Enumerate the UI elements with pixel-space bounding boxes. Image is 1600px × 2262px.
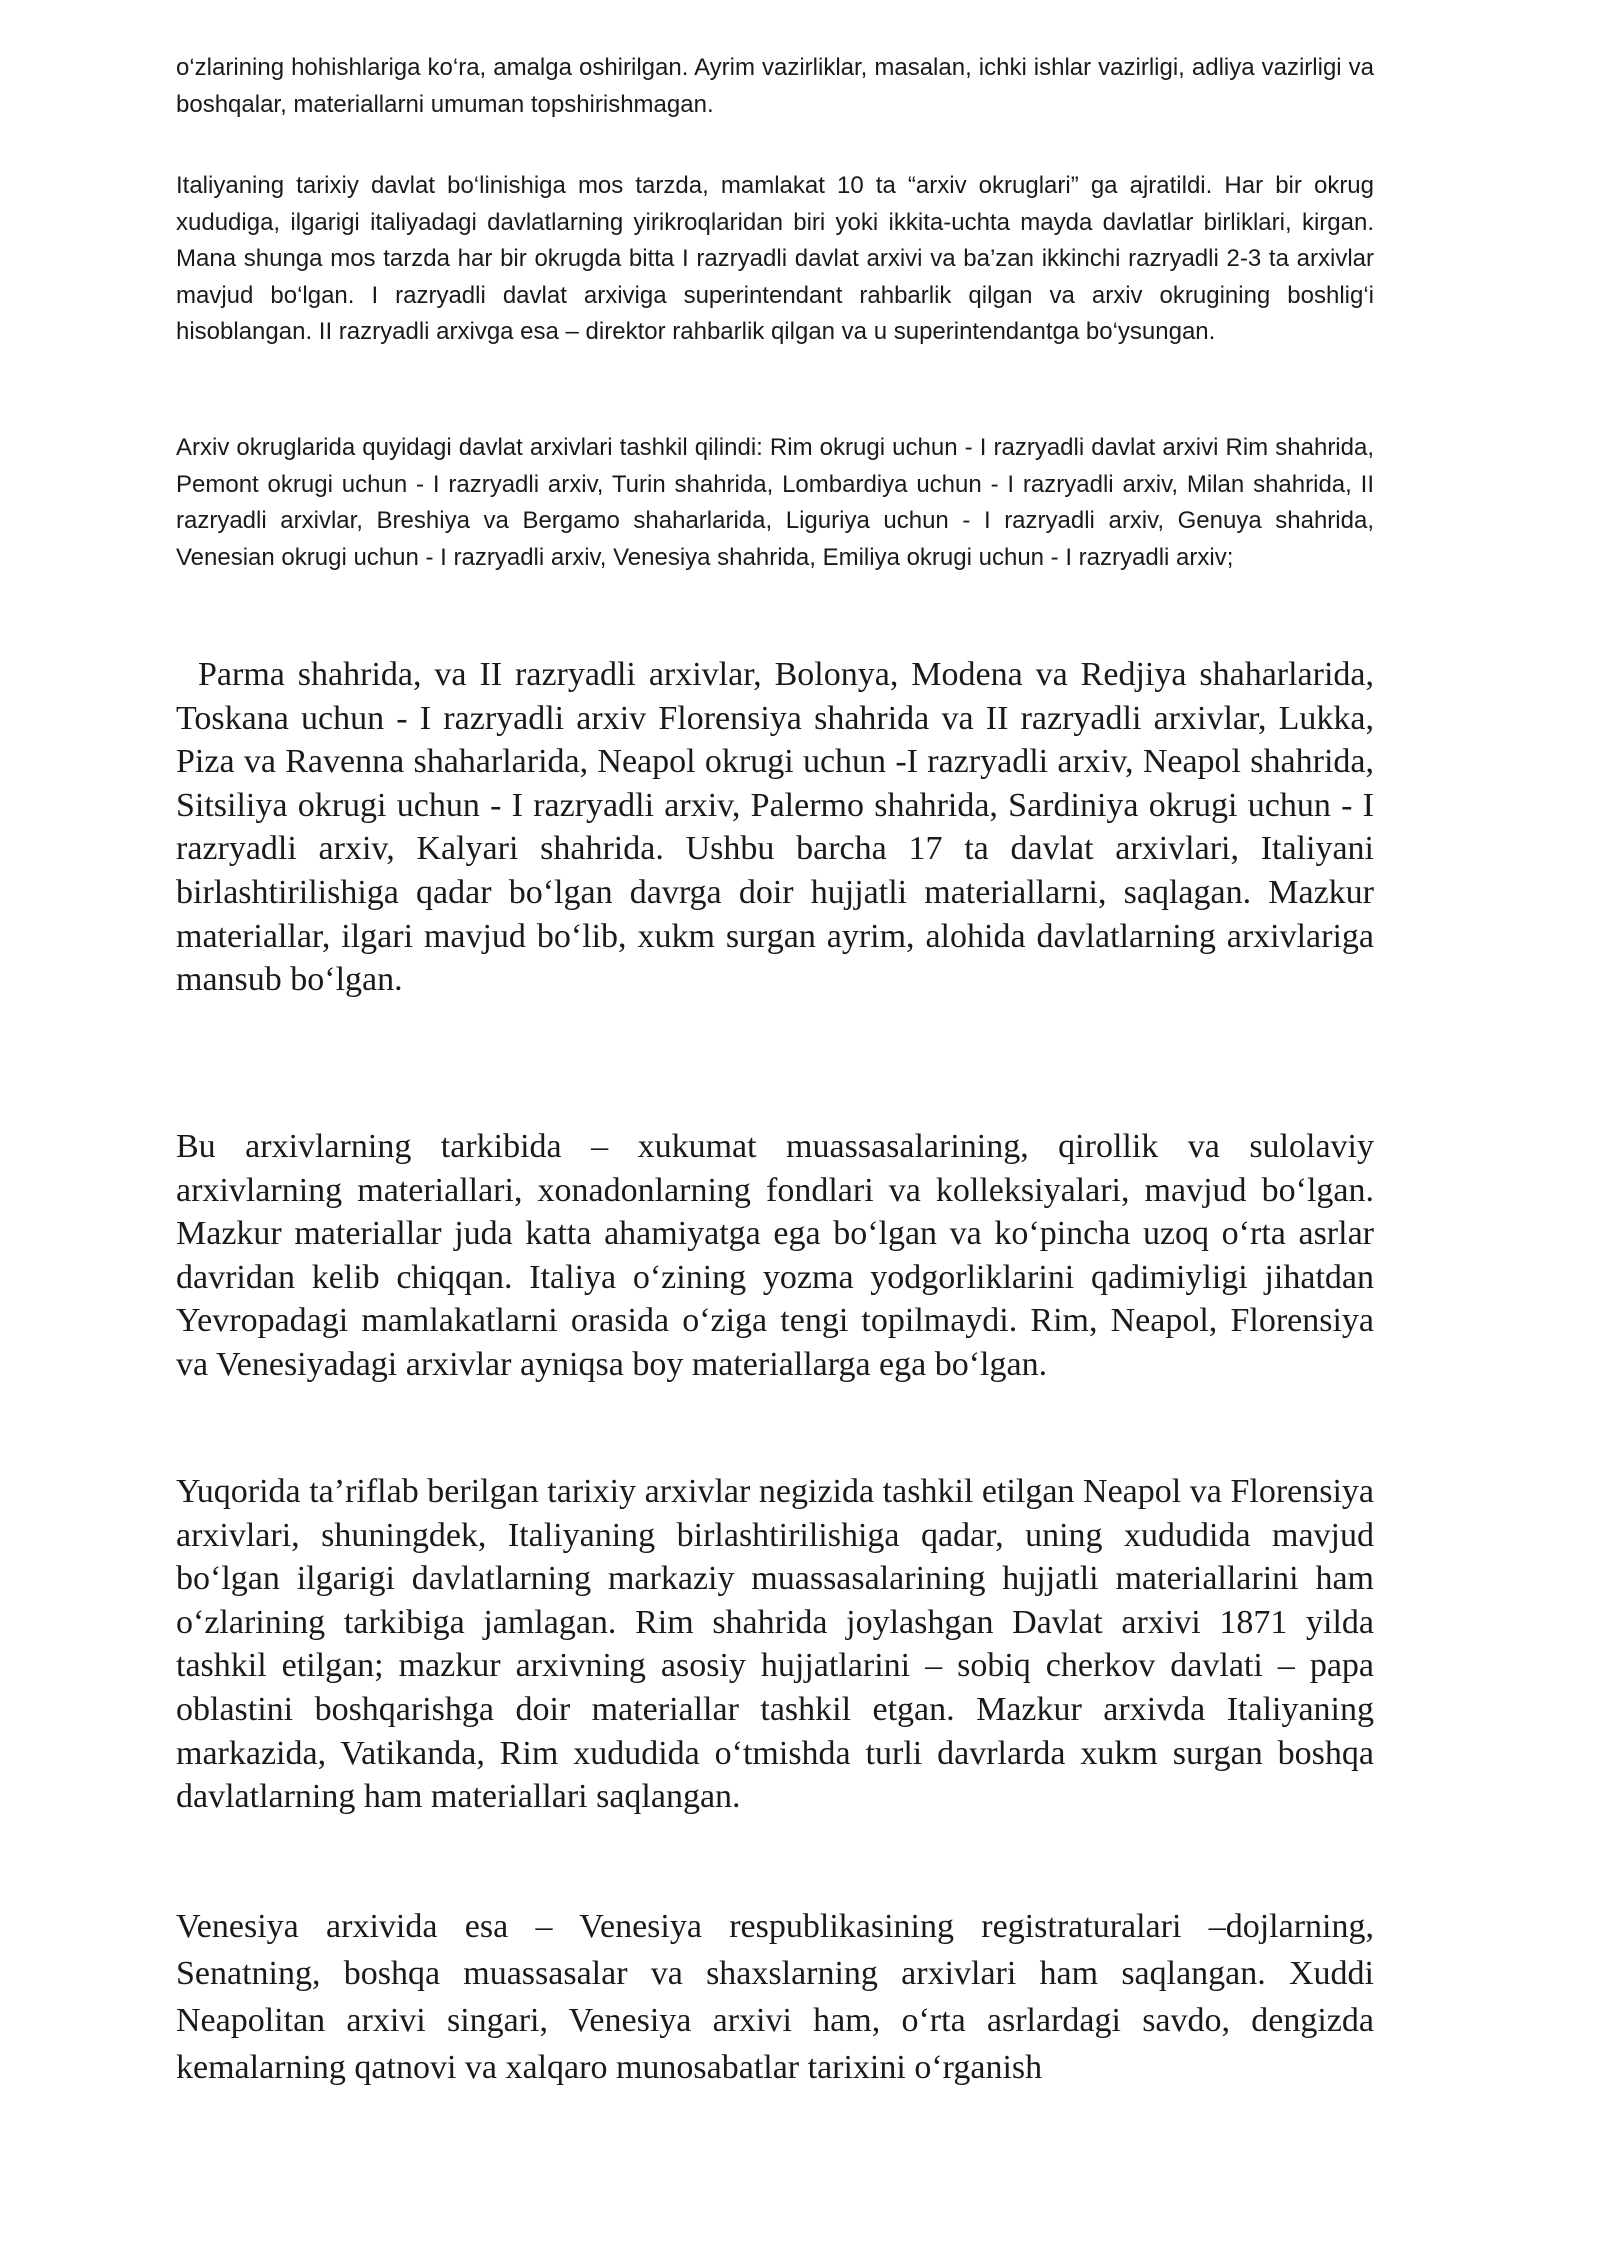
paragraph-4: Parma shahrida, va II razryadli arxivlar, Bolonya, Modena va Redjiya shaharlarida, Toskana uchun - I razryadli arxiv Florensiya shahrida va II razryadli arxivlar, Lukka, Piza va Ravenna shaharlarida, Neapol okrugi uchun -I razryadli arxiv, Neapol shahrida, Sitsiliya okrugi uchun - I razryadli arxiv, Palermo shahrida, Sardiniya okrugi uchun - I razryadli arxiv, Kalyari shahrida. Ushbu barcha 17 ta davlat arxivlari, Italiyani birlashtirilishiga qadar bo‘lgan davrga doir hujjatli materiallarni, saqlagan. Mazkur materiallar, ilgari mavjud bo‘lib, xukm surgan ayrim, alohida davlatlarning arxivlariga mansub bo‘lgan.: [176, 656, 1374, 999]
paragraph-5: Bu arxivlarning tarkibida – xukumat muassasalarining, qirollik va sulolaviy arxivlarning materiallari, xonadonlarning fondlari va kolleksiyalari, mavjud bo‘lgan. Mazkur materiallar juda katta ahamiyatga ega bo‘lgan va ko‘pincha uzoq o‘rta asrlar davridan kelib chiqqan. Italiya o‘zining yozma yodgorliklarini qadimiyligi jihatdan Yevropadagi mamlakatlarni orasida o‘ziga tengi topilmaydi. Rim, Neapol, Florensiya va Venesiyadagi arxivlar ayniqsa boy materiallarga ega bo‘lgan.: [176, 1128, 1374, 1383]
paragraph-7: Venesiya arxivida esa – Venesiya respublikasining registraturalari –dojlarning, Senatning, boshqa muassasalar va shaxslarning arxivlari ham saqlangan. Xuddi Neapolitan arxivi singari, Venesiya arxivi ham, o‘rta asrlardagi savdo, dengizda kemalarning qatnovi va xalqaro munosabatlar tarixini o‘rganish: [176, 1908, 1374, 2086]
paragraph-1: o‘zlarining hohishlariga ko‘ra, amalga oshirilgan. Ayrim vazirliklar, masalan, ichki ishlar vazirligi, adliya vazirligi va boshqalar, materiallarni umuman topshirishmagan.: [176, 54, 1374, 118]
paragraph-3: Arxiv okruglarida quyidagi davlat arxivlari tashkil qilindi: Rim okrugi uchun - I razryadli davlat arxivi Rim shahrida, Pemont okrugi uchun - I razryadli arxiv, Turin shahrida, Lombardiya uchun - I razryadli arxiv, Milan shahrida, II razryadli arxivlar, Breshiya va Bergamo shaharlarida, Liguriya uchun - I razryadli arxiv, Genuya shahrida, Venesian okrugi uchun - I razryadli arxiv, Venesiya shahrida, Emiliya okrugi uchun - I razryadli arxiv;: [176, 434, 1374, 571]
paragraph-2: Italiyaning tarixiy davlat bo‘linishiga mos tarzda, mamlakat 10 ta “arxiv okruglari” ga ajratildi. Har bir okrug xududiga, ilgarigi italiyadagi davlatlarning yirikroqlaridan biri yoki ikkita-uchta mayda davlatlar birliklari, kirgan. Mana shunga mos tarzda har bir okrugda bitta I razryadli davlat arxivi va ba’zan ikkinchi razryadli 2-3 ta arxivlar mavjud bo‘lgan. I razryadli davlat arxiviga superintendant rahbarlik qilgan va arxiv okrugining boshlig‘i hisoblangan. II razryadli arxivga esa – direktor rahbarlik qilgan va u superintendantga bo‘ysungan.: [176, 172, 1374, 345]
paragraph-6: Yuqorida ta’riflab berilgan tarixiy arxivlar negizida tashkil etilgan Neapol va Florensiya arxivlari, shuningdek, Italiyaning birlashtirilishiga qadar, uning xududida mavjud bo‘lgan ilgarigi davlatlarning markaziy muassasalarining hujjatli materiallarini ham o‘zlarining tarkibiga jamlagan. Rim shahrida joylashgan Davlat arxivi 1871 yilda tashkil etilgan; mazkur arxivning asosiy hujjatlarini – sobiq cherkov davlati – papa oblastini boshqarishga doir materiallar tashkil etgan. Mazkur arxivda Italiyaning markazida, Vatikanda, Rim xududida o‘tmishda turli davrlarda xukm surgan boshqa davlatlarning ham materiallari saqlangan.: [176, 1473, 1374, 1816]
